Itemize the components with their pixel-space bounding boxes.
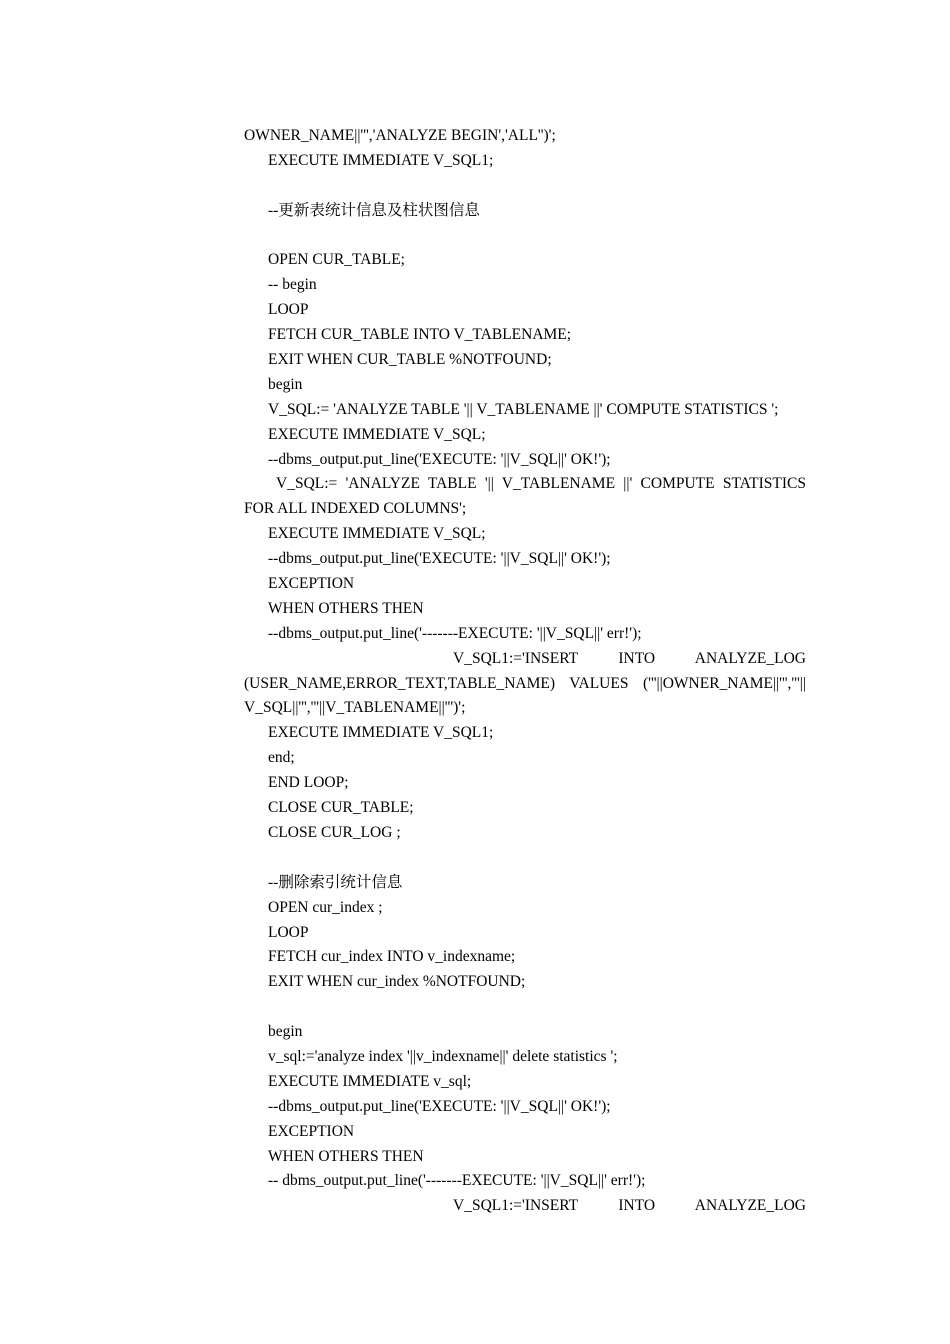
code-line: V_SQL1:='INSERT INTO ANALYZE_LOG (453, 1197, 806, 1215)
code-line: --dbms_output.put_line('EXECUTE: '||V_SQL||' OK!'); (268, 450, 611, 468)
code-listing (244, 124, 806, 1219)
code-line: V_SQL1:='INSERT INTO ANALYZE_LOG (453, 649, 806, 667)
code-line: (USER_NAME,ERROR_TEXT,TABLE_NAME) VALUES ('''||OWNER_NAME||''','''|| (244, 674, 806, 692)
code-line: OPEN cur_index ; (268, 898, 383, 916)
code-line: FOR ALL INDEXED COLUMNS'; (244, 500, 467, 518)
code-line: begin (268, 1023, 303, 1041)
code-line: V_SQL||''','''||V_TABLENAME||''')'; (244, 699, 466, 717)
code-line: CLOSE CUR_TABLE; (268, 799, 414, 817)
code-line: EXCEPTION (268, 1122, 355, 1140)
code-line: EXIT WHEN CUR_TABLE %NOTFOUND; (268, 351, 552, 369)
code-line: --dbms_output.put_line('EXECUTE: '||V_SQL||' OK!'); (268, 550, 611, 568)
code-line: end; (268, 749, 295, 767)
code-line: --dbms_output.put_line('-------EXECUTE: '||V_SQL||' err!'); (268, 624, 642, 642)
code-line: OWNER_NAME||''','ANALYZE BEGIN','ALL'')'; (244, 127, 556, 144)
code-line: OPEN CUR_TABLE; (268, 251, 405, 269)
code-line: WHEN OTHERS THEN (268, 1147, 424, 1165)
code-line: LOOP (268, 301, 309, 319)
code-line: FETCH cur_index INTO v_indexname; (268, 948, 516, 966)
code-line: CLOSE CUR_LOG ; (268, 823, 401, 841)
blank-line (244, 846, 806, 871)
blank-line (244, 224, 806, 249)
code-line: WHEN OTHERS THEN (268, 599, 424, 617)
code-line: --更新表统计信息及柱状图信息 (268, 201, 480, 219)
code-line: --dbms_output.put_line('EXECUTE: '||V_SQL||' OK!'); (268, 1097, 611, 1115)
code-line: FETCH CUR_TABLE INTO V_TABLENAME; (268, 326, 572, 344)
blank-line (244, 174, 806, 199)
code-line: EXECUTE IMMEDIATE V_SQL1; (268, 724, 494, 742)
blank-line (244, 995, 806, 1020)
code-line: -- dbms_output.put_line('-------EXECUTE: '||V_SQL||' err!'); (268, 1172, 646, 1190)
code-line: LOOP (268, 923, 309, 941)
code-line: --删除索引统计信息 (268, 873, 403, 891)
code-line: V_SQL:= 'ANALYZE TABLE '|| V_TABLENAME ||' COMPUTE STATISTICS (276, 475, 806, 493)
code-line: v_sql:='analyze index '||v_indexname||' delete statistics '; (268, 1047, 618, 1065)
code-line: -- begin (268, 276, 317, 294)
code-line: EXECUTE IMMEDIATE V_SQL; (268, 525, 486, 543)
code-line: END LOOP; (268, 774, 349, 792)
code-line: EXIT WHEN cur_index %NOTFOUND; (268, 973, 526, 991)
code-line: V_SQL:= 'ANALYZE TABLE '|| V_TABLENAME ||' COMPUTE STATISTICS '; (268, 400, 779, 418)
code-line: EXECUTE IMMEDIATE V_SQL; (268, 425, 486, 443)
code-line: begin (268, 375, 303, 393)
code-line: EXCEPTION (268, 575, 355, 593)
code-line: EXECUTE IMMEDIATE v_sql; (268, 1072, 472, 1090)
code-line: EXECUTE IMMEDIATE V_SQL1; (268, 151, 494, 169)
